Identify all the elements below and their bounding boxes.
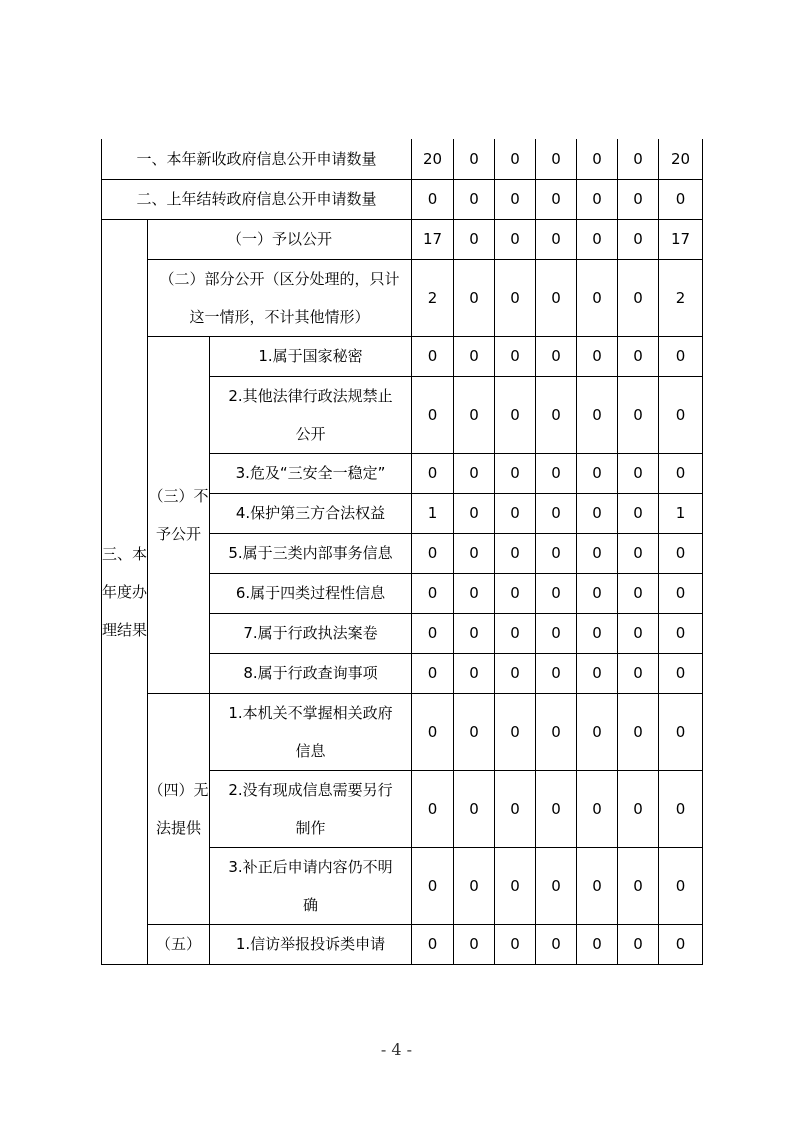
group-label-results: 三、本年度办理结果	[102, 219, 148, 964]
value-cell: 0	[454, 573, 495, 613]
value-cell: 0	[454, 770, 495, 847]
label-line: 2.其他法律行政法规禁止	[228, 386, 393, 405]
value-cell: 0	[659, 533, 703, 573]
value-cell: 0	[536, 693, 577, 770]
row-label-partially-disclosed	[148, 259, 412, 336]
value-cell: 0	[618, 336, 659, 376]
value-cell: 0	[536, 533, 577, 573]
row-label: 6.属于四类过程性信息	[210, 573, 412, 613]
value-cell: 1	[412, 493, 454, 533]
value-cell: 0	[618, 179, 659, 219]
value-cell: 0	[536, 139, 577, 179]
value-cell: 2	[412, 259, 454, 336]
value-cell: 0	[495, 533, 536, 573]
value-cell: 0	[618, 533, 659, 573]
value-cell: 0	[659, 847, 703, 924]
label-line: 3.补正后申请内容仍不明	[228, 857, 393, 876]
label-line: （二）部分公开（区分处理的，只计	[159, 269, 400, 288]
table-row	[102, 179, 703, 219]
row-label	[210, 770, 412, 847]
value-cell: 0	[495, 179, 536, 219]
value-cell: 0	[618, 653, 659, 693]
value-cell: 0	[495, 376, 536, 453]
table-row	[102, 336, 703, 376]
table-row	[102, 693, 703, 770]
label-line: 1.本机关不掌握相关政府	[228, 703, 393, 722]
value-cell: 0	[412, 573, 454, 613]
value-cell: 0	[618, 493, 659, 533]
value-cell: 0	[659, 770, 703, 847]
value-cell: 0	[618, 847, 659, 924]
value-cell: 0	[454, 219, 495, 259]
value-cell: 0	[412, 179, 454, 219]
label-line: 确	[303, 895, 319, 914]
value-cell: 0	[495, 613, 536, 653]
label-line: 信息	[295, 741, 326, 760]
value-cell: 0	[412, 336, 454, 376]
table-row	[102, 924, 703, 964]
value-cell: 0	[412, 924, 454, 964]
value-cell: 0	[454, 179, 495, 219]
value-cell: 0	[495, 847, 536, 924]
value-cell: 0	[577, 847, 618, 924]
value-cell: 0	[412, 847, 454, 924]
value-cell: 0	[659, 613, 703, 653]
value-cell: 0	[659, 376, 703, 453]
value-cell: 0	[495, 693, 536, 770]
label-line: 公开	[295, 424, 326, 443]
value-cell: 0	[454, 847, 495, 924]
row-label: 8.属于行政查询事项	[210, 653, 412, 693]
value-cell: 0	[412, 376, 454, 453]
table-row	[102, 139, 703, 179]
value-cell: 0	[618, 259, 659, 336]
value-cell: 0	[536, 493, 577, 533]
statistics-table	[101, 139, 703, 965]
value-cell: 0	[495, 653, 536, 693]
value-cell: 0	[577, 139, 618, 179]
label-line: 制作	[295, 818, 326, 837]
value-cell: 0	[577, 653, 618, 693]
value-cell: 0	[536, 179, 577, 219]
value-cell: 0	[454, 653, 495, 693]
value-cell: 0	[577, 613, 618, 653]
value-cell: 0	[495, 573, 536, 613]
label-line: 这一情形，不计其他情形）	[189, 307, 370, 326]
value-cell: 0	[495, 259, 536, 336]
value-cell: 1	[659, 493, 703, 533]
value-cell: 20	[412, 139, 454, 179]
row-label	[210, 693, 412, 770]
value-cell: 20	[659, 139, 703, 179]
value-cell: 0	[495, 453, 536, 493]
value-cell: 0	[536, 453, 577, 493]
table-row	[102, 259, 703, 336]
value-cell: 0	[618, 613, 659, 653]
row-label	[210, 847, 412, 924]
value-cell: 0	[536, 376, 577, 453]
value-cell: 0	[618, 573, 659, 613]
value-cell: 0	[536, 847, 577, 924]
value-cell: 0	[577, 336, 618, 376]
value-cell: 0	[577, 573, 618, 613]
value-cell: 0	[536, 613, 577, 653]
group-label-five: （五）	[148, 924, 210, 964]
value-cell: 0	[454, 453, 495, 493]
value-cell: 0	[412, 653, 454, 693]
value-cell: 0	[454, 139, 495, 179]
value-cell: 0	[412, 693, 454, 770]
value-cell: 0	[618, 219, 659, 259]
value-cell: 0	[454, 693, 495, 770]
value-cell: 0	[536, 219, 577, 259]
value-cell: 0	[454, 376, 495, 453]
value-cell: 0	[659, 453, 703, 493]
row-label-carried-over: 二、上年结转政府信息公开申请数量	[102, 179, 412, 219]
value-cell: 0	[495, 493, 536, 533]
row-label	[210, 376, 412, 453]
page-number: - 4 -	[380, 1040, 413, 1059]
value-cell: 0	[659, 179, 703, 219]
value-cell: 17	[659, 219, 703, 259]
value-cell: 0	[412, 770, 454, 847]
value-cell: 0	[495, 336, 536, 376]
value-cell: 0	[577, 453, 618, 493]
value-cell: 0	[536, 924, 577, 964]
row-label-disclosed: （一）予以公开	[148, 219, 412, 259]
value-cell: 0	[536, 336, 577, 376]
value-cell: 0	[577, 376, 618, 453]
row-label: 7.属于行政执法案卷	[210, 613, 412, 653]
value-cell: 0	[577, 219, 618, 259]
value-cell: 0	[536, 259, 577, 336]
value-cell: 0	[495, 924, 536, 964]
row-label: 5.属于三类内部事务信息	[210, 533, 412, 573]
value-cell: 0	[618, 693, 659, 770]
value-cell: 0	[495, 219, 536, 259]
value-cell: 0	[577, 179, 618, 219]
value-cell: 0	[495, 770, 536, 847]
value-cell: 0	[454, 336, 495, 376]
value-cell: 0	[659, 653, 703, 693]
value-cell: 0	[659, 693, 703, 770]
value-cell: 0	[412, 613, 454, 653]
row-label: 4.保护第三方合法权益	[210, 493, 412, 533]
row-label: 1.信访举报投诉类申请	[210, 924, 412, 964]
value-cell: 0	[577, 693, 618, 770]
value-cell: 0	[577, 493, 618, 533]
value-cell: 0	[618, 139, 659, 179]
group-label-unable-to-provide: （四）无法提供	[148, 693, 210, 924]
value-cell: 0	[454, 613, 495, 653]
value-cell: 0	[412, 533, 454, 573]
value-cell: 0	[454, 533, 495, 573]
value-cell: 0	[577, 533, 618, 573]
row-label-new-requests: 一、本年新收政府信息公开申请数量	[102, 139, 412, 179]
value-cell: 0	[577, 770, 618, 847]
value-cell: 0	[618, 376, 659, 453]
value-cell: 0	[536, 653, 577, 693]
value-cell: 0	[618, 453, 659, 493]
value-cell: 2	[659, 259, 703, 336]
value-cell: 0	[577, 259, 618, 336]
value-cell: 0	[412, 453, 454, 493]
value-cell: 0	[618, 924, 659, 964]
label-line: 2.没有现成信息需要另行	[228, 780, 393, 799]
value-cell: 0	[536, 770, 577, 847]
table-row	[102, 219, 703, 259]
value-cell: 0	[454, 924, 495, 964]
value-cell: 0	[618, 770, 659, 847]
value-cell: 0	[659, 573, 703, 613]
row-label: 3.危及“三安全一稳定”	[210, 453, 412, 493]
value-cell: 0	[536, 573, 577, 613]
group-label-not-disclosed: （三）不予公开	[148, 336, 210, 693]
value-cell: 0	[659, 336, 703, 376]
row-label: 1.属于国家秘密	[210, 336, 412, 376]
value-cell: 0	[495, 139, 536, 179]
value-cell: 17	[412, 219, 454, 259]
value-cell: 0	[659, 924, 703, 964]
value-cell: 0	[454, 259, 495, 336]
value-cell: 0	[577, 924, 618, 964]
value-cell: 0	[454, 493, 495, 533]
